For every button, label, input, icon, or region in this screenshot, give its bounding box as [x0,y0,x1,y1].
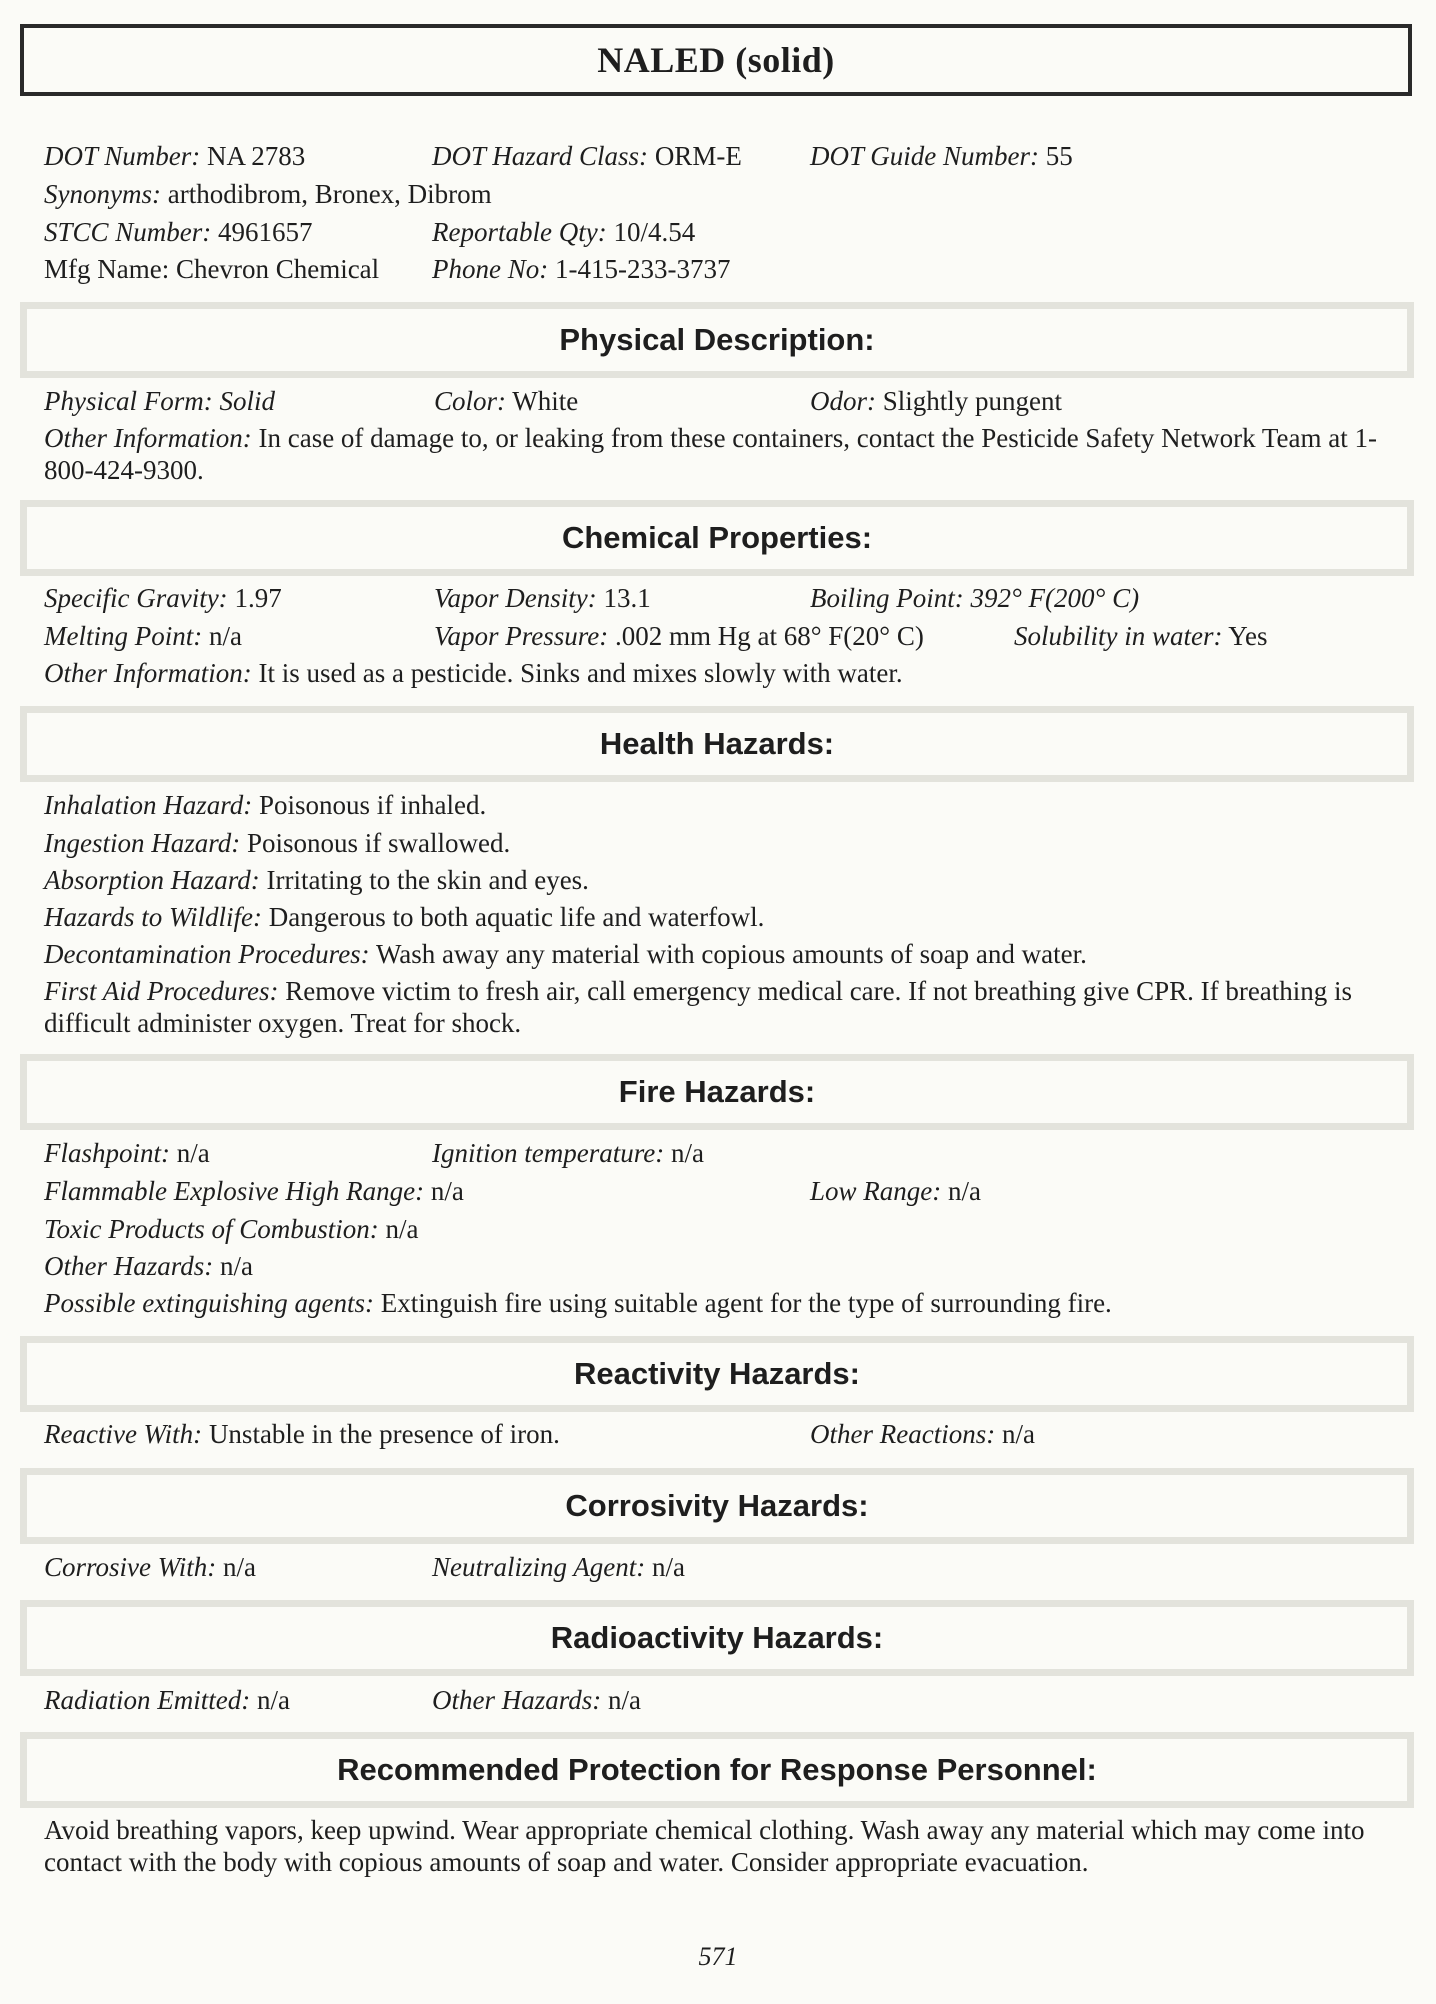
reactive-with-field: Reactive With: Unstable in the presence of iron. [44,1419,560,1449]
inhalation-hazard-field: Inhalation Hazard: Poisonous if inhaled. [44,790,487,820]
physical-description-header: Physical Description: [20,302,1414,378]
mfg-name-field: Mfg Name: Chevron Chemical [44,254,380,284]
odor-field: Odor: Slightly pungent [810,386,1063,416]
ignition-temperature-field: Ignition temperature: n/a [432,1138,704,1168]
toxic-products-field: Toxic Products of Combustion: n/a [44,1214,419,1244]
corrosivity-hazards-header: Corrosivity Hazards: [20,1468,1414,1544]
dot-guide-number-field: DOT Guide Number: 55 [810,141,1073,171]
absorption-hazard-field: Absorption Hazard: Irritating to the skin and eyes. [44,865,589,895]
physical-form-field: Physical Form: Solid [44,386,275,416]
first-aid-field: First Aid Procedures: Remove victim to fresh air, call emergency medical care. If not breathing give CPR. If breathing is difficult administer oxygen. Treat for shock. [44,976,1353,1038]
decontamination-field: Decontamination Procedures: Wash away any material with copious amounts of soap and water. [44,939,1087,969]
vapor-pressure-field: Vapor Pressure: .002 mm Hg at 68° F(20° C) [434,621,924,651]
chemical-other-information: Other Information: It is used as a pesticide. Sinks and mixes slowly with water. [44,658,903,688]
low-range-field: Low Range: n/a [810,1176,981,1206]
fire-hazards-header: Fire Hazards: [20,1054,1414,1130]
specific-gravity-field: Specific Gravity: 1.97 [44,583,282,613]
page-title: NALED (solid) [597,40,835,80]
phone-field: Phone No: 1-415-233-3737 [432,254,731,284]
chemical-properties-header: Chemical Properties: [20,500,1414,576]
wildlife-hazard-field: Hazards to Wildlife: Dangerous to both aquatic life and waterfowl. [44,902,765,932]
flashpoint-field: Flashpoint: n/a [44,1138,210,1168]
reportable-qty-field: Reportable Qty: 10/4.54 [432,217,696,247]
extinguishing-agents-field: Possible extinguishing agents: Extinguish fire using suitable agent for the type of surrounding fire. [44,1288,1112,1318]
ingestion-hazard-field: Ingestion Hazard: Poisonous if swallowed. [44,828,511,858]
reactivity-hazards-header: Reactivity Hazards: [20,1336,1414,1412]
vapor-density-field: Vapor Density: 13.1 [434,583,651,613]
radioactivity-hazards-header: Radioactivity Hazards: [20,1600,1414,1676]
other-reactions-field: Other Reactions: n/a [810,1419,1035,1449]
corrosive-with-field: Corrosive With: n/a [44,1552,256,1582]
physical-other-information: Other Information: In case of damage to, or leaking from these containers, contact the Pesticide Safety Network Team at 1-800-424-9300. [44,423,1377,485]
fire-other-hazards-field: Other Hazards: n/a [44,1251,254,1281]
radiation-emitted-field: Radiation Emitted: n/a [44,1685,290,1715]
synonyms-field: Synonyms: arthodibrom, Bronex, Dibrom [44,179,492,209]
dot-number-field: DOT Number: NA 2783 [44,141,306,171]
health-hazards-header: Health Hazards: [20,706,1414,782]
radioactivity-other-hazards-field: Other Hazards: n/a [432,1685,642,1715]
page-number: 571 [698,1942,738,1971]
title-box [20,24,1412,96]
stcc-number-field: STCC Number: 4961657 [44,217,313,247]
color-field: Color: White [434,386,579,416]
dot-hazard-class-field: DOT Hazard Class: ORM-E [432,141,742,171]
boiling-point-field: Boiling Point: 392° F(200° C) [810,583,1140,613]
solubility-field: Solubility in water: Yes [1014,621,1268,651]
recommended-protection-header: Recommended Protection for Response Personnel: [20,1732,1414,1808]
flammable-high-range-field: Flammable Explosive High Range: n/a [44,1176,464,1206]
protection-text: Avoid breathing vapors, keep upwind. Wear appropriate chemical clothing. Wash away any material which may come into contact with the body with copious amounts of soap and water. Consider appropriate evacuation. [44,1815,1365,1877]
melting-point-field: Melting Point: n/a [44,621,242,651]
neutralizing-agent-field: Neutralizing Agent: n/a [432,1552,685,1582]
